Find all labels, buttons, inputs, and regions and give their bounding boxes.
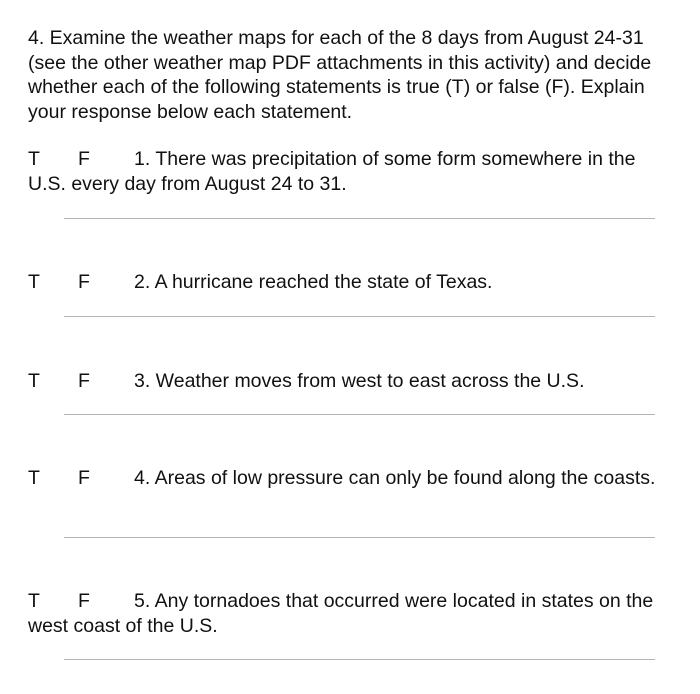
true-option[interactable]: T [28,467,40,489]
answer-line-2[interactable] [64,316,655,317]
statement-5 [28,589,673,638]
true-option[interactable]: T [28,148,40,170]
answer-line-4[interactable] [64,537,655,538]
true-option[interactable]: T [28,590,40,612]
answer-line-1[interactable] [64,218,655,219]
false-option[interactable]: F [78,148,90,170]
statement-4 [28,466,673,491]
statement-2 [28,270,673,295]
answer-line-3[interactable] [64,414,655,415]
false-option[interactable]: F [78,370,90,392]
false-option[interactable]: F [78,467,90,489]
statement-3 [28,369,673,394]
true-option[interactable]: T [28,370,40,392]
statement-text: 3. Weather moves from west to east across the U.S. [134,370,585,392]
true-option[interactable]: T [28,271,40,293]
statement-1 [28,147,673,196]
statement-text: 4. Areas of low pressure can only be found along the coasts. [134,467,656,489]
false-option[interactable]: F [78,590,90,612]
answer-line-5[interactable] [64,659,655,660]
false-option[interactable]: F [78,271,90,293]
statement-text: 2. A hurricane reached the state of Texas. [134,271,493,293]
question-intro: 4. Examine the weather maps for each of the 8 days from August 24-31 (see the other weather map PDF attachments in this activity) and decide whether each of the following statements is true (T) or false (F). Explain your response below each statement. [28,27,652,123]
statement-text: 1. There was precipitation of some form somewhere in the U.S. every day from August 24 to 31. [28,148,636,195]
statement-text: 5. Any tornadoes that occurred were located in states on the west coast of the U.S. [28,590,654,637]
